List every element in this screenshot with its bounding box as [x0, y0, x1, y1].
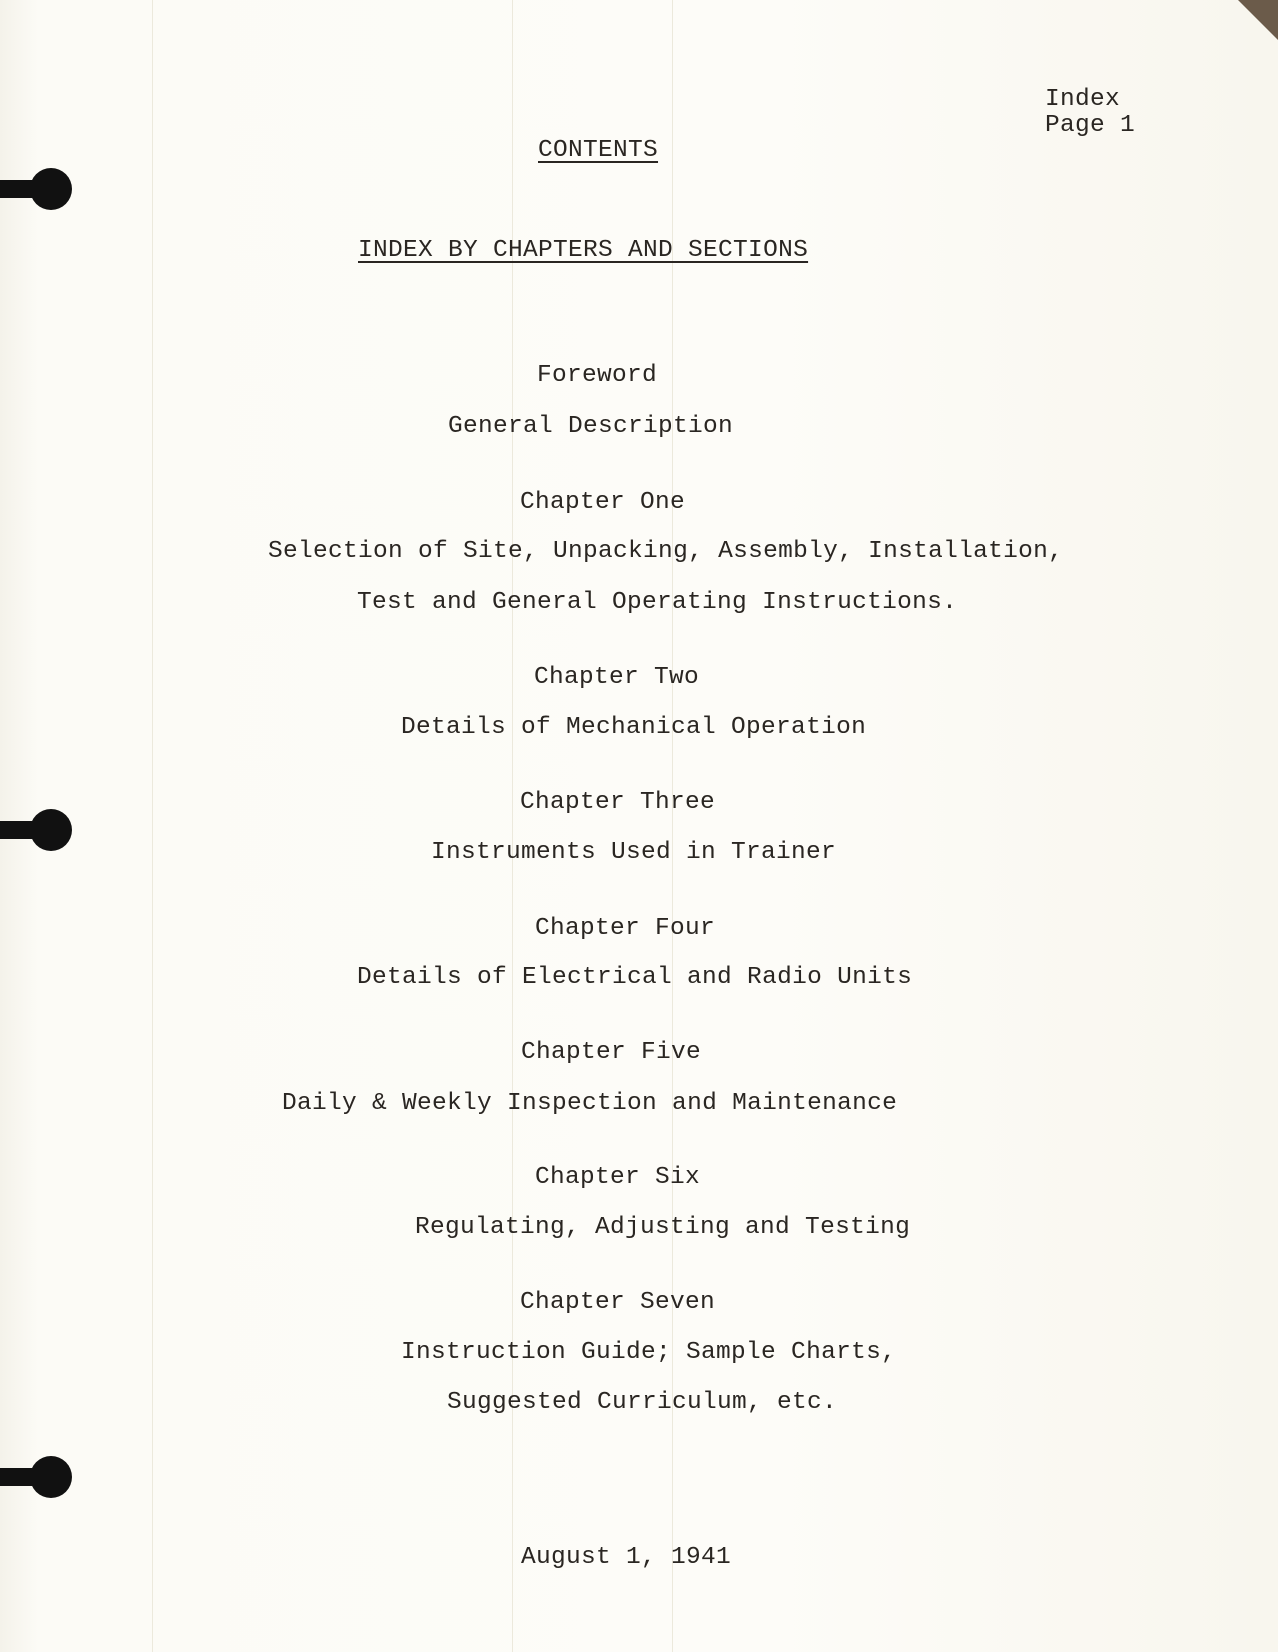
chapter-description: Selection of Site, Unpacking, Assembly, Installation, [268, 538, 1064, 565]
chapter-description: Daily & Weekly Inspection and Maintenance [282, 1090, 898, 1117]
section-heading: INDEX BY CHAPTERS AND SECTIONS [358, 237, 809, 264]
punch-hole [30, 809, 72, 851]
chapter-description: Instruments Used in Trainer [431, 839, 837, 866]
chapter-description: Test and General Operating Instructions. [357, 589, 958, 616]
chapter-description: Suggested Curriculum, etc. [447, 1389, 838, 1416]
chapter-heading: Chapter Seven [520, 1289, 716, 1316]
chapter-description: Details of Mechanical Operation [401, 714, 867, 741]
page-title: CONTENTS [538, 137, 659, 164]
entry-foreword: Foreword [537, 362, 658, 389]
entry-general-description: General Description [448, 413, 734, 440]
document-date: August 1, 1941 [521, 1544, 732, 1571]
chapter-heading: Chapter One [520, 489, 686, 516]
chapter-description: Instruction Guide; Sample Charts, [401, 1339, 897, 1366]
chapter-description: Regulating, Adjusting and Testing [415, 1214, 911, 1241]
folded-corner [1238, 0, 1278, 40]
chapter-heading: Chapter Four [535, 915, 716, 942]
punch-hole [30, 1456, 72, 1498]
chapter-heading: Chapter Two [534, 664, 700, 691]
paper-line [152, 0, 153, 1652]
chapter-heading: Chapter Five [521, 1039, 702, 1066]
page-number: Page 1 [1045, 112, 1136, 139]
chapter-heading: Chapter Six [535, 1164, 701, 1191]
index-label: Index [1045, 86, 1121, 113]
punch-hole [30, 168, 72, 210]
chapter-description: Details of Electrical and Radio Units [357, 964, 913, 991]
chapter-heading: Chapter Three [520, 789, 716, 816]
